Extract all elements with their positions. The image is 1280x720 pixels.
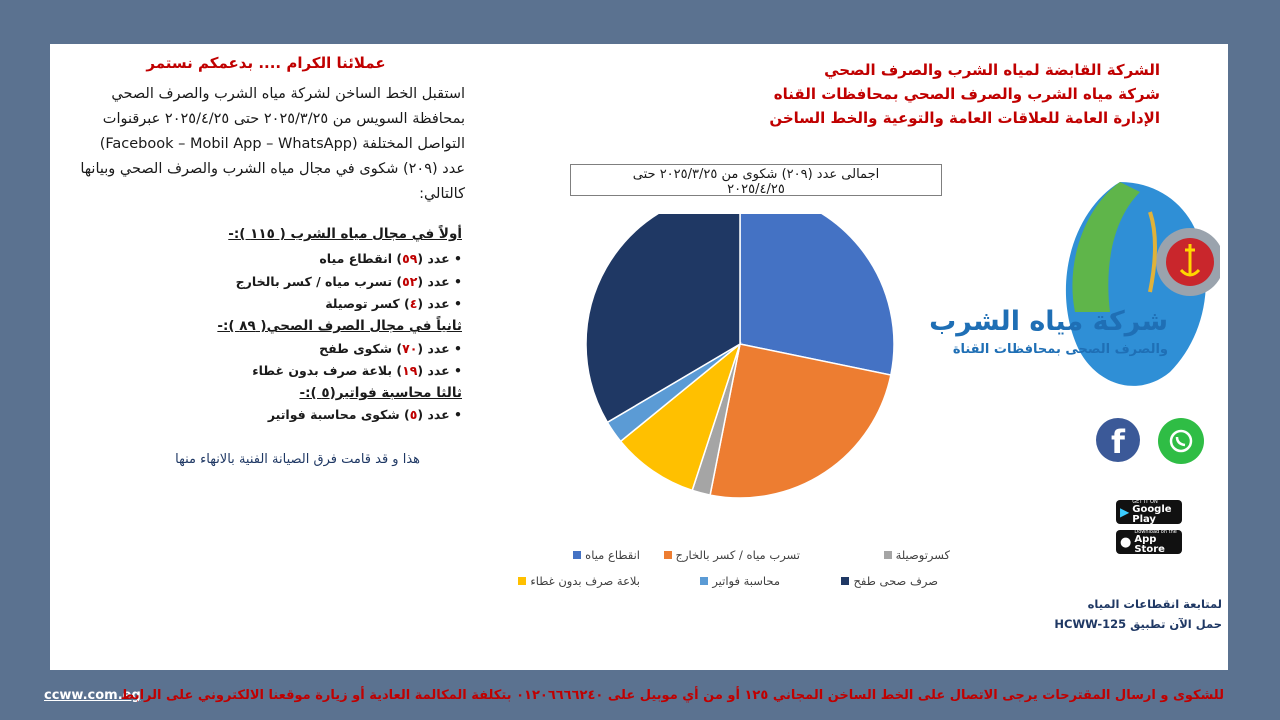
chart-title-line-2: ٢٠٢٥/٤/٢٥: [727, 182, 785, 197]
facebook-icon[interactable]: f: [1096, 418, 1140, 462]
list-item: • عدد (٤) كسر توصيلة: [325, 296, 462, 311]
list-item: • عدد (١٩) بلاعة صرف بدون غطاء: [252, 363, 462, 378]
legend-label: صرف صحى طفح: [853, 574, 938, 588]
follow-line-2: حمل الآن تطبيق HCWW-125: [1054, 617, 1222, 631]
header-line-1: الشركة القابضة لمياه الشرب والصرف الصحي: [824, 61, 1160, 79]
follow-line-1: لمتابعة انقطاعات المياه: [1087, 597, 1222, 611]
legend-item: [664, 548, 800, 562]
chart-title-line-1: اجمالى عدد (٢٠٩) شكوى من ٢٠٢٥/٣/٢٥ حتى: [632, 167, 880, 182]
google-play-big-text: Google Play: [1132, 504, 1172, 525]
legend-item: [841, 574, 938, 588]
intro-line-4: عدد (٢٠٩) شكوى في مجال مياه الشرب والصرف الصحي وبيانها: [80, 161, 465, 177]
app-store-button[interactable]: [1116, 530, 1182, 554]
closing-text: هذا و قد قامت فرق الصيانة الفنية بالانهاء منها: [175, 452, 420, 467]
website-link[interactable]: ccww.com.eg: [44, 688, 141, 703]
company-logo: [1050, 172, 1220, 402]
pie-chart: [580, 214, 900, 534]
legend-label: انقطاع مياه: [585, 548, 640, 562]
header-line-2: شركة مياه الشرب والصرف الصحي بمحافظات القناه: [773, 85, 1160, 103]
legend-swatch: [518, 577, 526, 585]
legend-swatch: [841, 577, 849, 585]
whatsapp-glyph-icon: [1168, 428, 1194, 454]
intro-text: [60, 82, 465, 207]
legend-label: بلاعة صرف بدون غطاء: [530, 574, 640, 588]
intro-line-5: كالتالي:: [419, 186, 465, 202]
logo-name-line-2: والصرف الصحى بمحافظات القناة: [952, 342, 1168, 357]
intro-line-3: التواصل المختلفة (Facebook – Mobil App – WhatsApp): [99, 136, 465, 152]
chart-title: [570, 164, 942, 196]
content-card: [50, 44, 1228, 670]
legend-swatch: [664, 551, 672, 559]
header-line-3: الإدارة العامة للعلاقات العامة والتوعية والخط الساخن: [769, 109, 1160, 127]
app-store-small-text: Download on the: [1134, 529, 1177, 535]
list-item: • عدد (٥) شكوى محاسبة فواتير: [267, 407, 462, 422]
legend-item: [518, 574, 640, 588]
app-store-big-text: App Store: [1134, 534, 1165, 555]
whatsapp-icon[interactable]: [1158, 418, 1204, 464]
header-block: [740, 58, 1160, 130]
section-water-title: أولاً في مجال مياه الشرب ( ١١٥ ):-: [228, 226, 462, 242]
list-item: • عدد (٧٠) شكوى طفح: [319, 341, 462, 356]
logo-name-line-1: شركة مياه الشرب: [929, 306, 1168, 337]
intro-line-2: بمحافظة السويس من ٢٠٢٥/٣/٢٥ حتى ٢٠٢٥/٤/٢٥ عبرقنوات: [102, 111, 465, 127]
list-item: • عدد (٥٩) انقطاع مياه: [319, 251, 462, 266]
list-item: • عدد (٥٢) تسرب مياه / كسر بالخارج: [235, 274, 462, 289]
legend-item: [573, 548, 640, 562]
apple-icon: ●: [1120, 534, 1132, 550]
section-sewage-title: ثانياً في مجال الصرف الصحي( ٨٩ ):-: [217, 318, 462, 334]
legend-label: كسرتوصيلة: [895, 548, 950, 562]
legend-swatch: [573, 551, 581, 559]
section-billing-title: ثالثا محاسبة فواتير(٥ ):-: [299, 385, 462, 401]
slogan: عملائنا الكرام .... بدعمكم نستمر: [146, 54, 386, 72]
legend-label: محاسبة فواتير: [712, 574, 780, 588]
legend-item: [700, 574, 780, 588]
legend-swatch: [884, 551, 892, 559]
intro-line-1: استقبل الخط الساخن لشركة مياه الشرب والصرف الصحي: [111, 86, 465, 102]
footer: [44, 688, 1224, 710]
follow-text: [1054, 594, 1222, 634]
chart-legend: [510, 542, 950, 592]
google-play-button[interactable]: [1116, 500, 1182, 524]
legend-label: تسرب مياه / كسر بالخارج: [675, 548, 800, 562]
legend-item: [884, 548, 950, 562]
google-play-icon: ▶: [1120, 505, 1130, 519]
google-play-small-text: GET IT ON: [1132, 499, 1158, 505]
legend-swatch: [700, 577, 708, 585]
footer-text: للشكوى و ارسال المقترحات يرجى الاتصال على الخط الساخن المجاني ١٢٥ أو من أي موبيل على ٠١٢٠٦٦٦٦٢٤٠ بتكلفة المكالمة العادية أو زيارة موقعنا الالكتروني على الرابط: [120, 688, 1224, 703]
